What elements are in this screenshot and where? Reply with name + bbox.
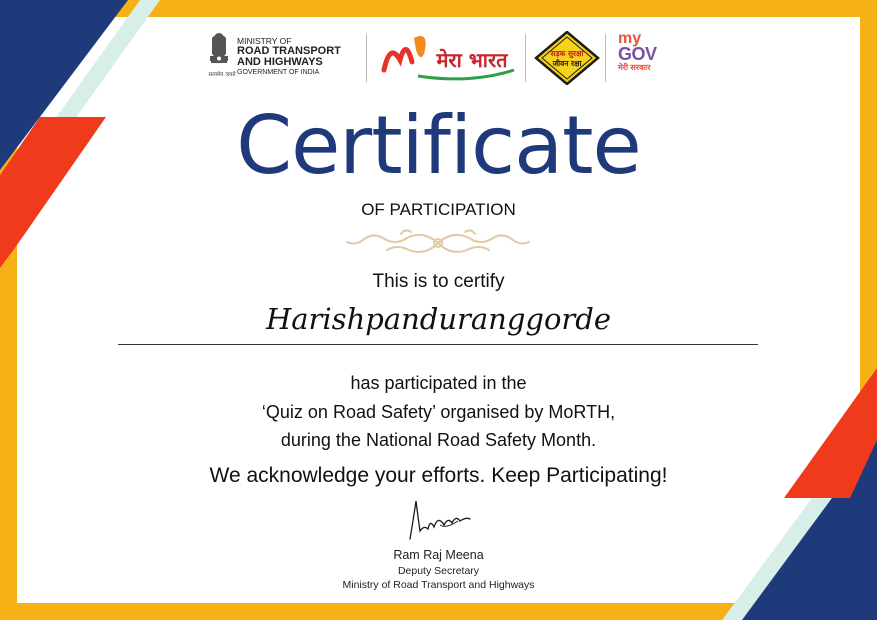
body-line-1: has participated in the bbox=[350, 373, 527, 393]
emblem-motto bbox=[202, 68, 242, 80]
signature-icon bbox=[400, 495, 480, 543]
mybharat-text: मेरा भारत bbox=[436, 48, 508, 72]
svg-text:जीवन रक्षा: जीवन रक्षा bbox=[552, 59, 582, 68]
mybharat-logo bbox=[380, 32, 520, 84]
morth-small-text: MINISTRY OF bbox=[237, 36, 292, 46]
morth-government-text: GOVERNMENT OF INDIA bbox=[237, 69, 320, 76]
signatory-designation: Deputy Secretary bbox=[397, 565, 480, 577]
svg-text:सत्यमेव जयते: सत्यमेव जयते bbox=[208, 72, 236, 78]
mygov-logo bbox=[618, 32, 657, 73]
morth-line2: AND HIGHWAYS bbox=[237, 56, 323, 68]
logo-divider bbox=[366, 34, 367, 82]
logo-divider bbox=[525, 34, 526, 82]
morth-logo-text bbox=[237, 36, 341, 78]
mygov-gov-text: GOV bbox=[618, 44, 657, 64]
signatory-organisation: Ministry of Road Transport and Highways bbox=[342, 579, 535, 591]
certificate-subtitle: OF PARTICIPATION bbox=[361, 200, 516, 219]
name-underline bbox=[118, 344, 758, 345]
mygov-tagline: मेरी सरकार bbox=[618, 63, 651, 72]
certify-text: This is to certify bbox=[372, 271, 505, 292]
mygov-my-text: my bbox=[618, 30, 642, 47]
signatory-name: Ram Raj Meena bbox=[393, 548, 484, 562]
flourish-ornament-icon bbox=[343, 226, 533, 260]
acknowledgement-text: We acknowledge your efforts. Keep Participating! bbox=[209, 464, 668, 487]
body-line-2: ‘Quiz on Road Safety’ organised by MoRTH, bbox=[261, 402, 616, 422]
recipient-name: Harishpanduranggorde bbox=[265, 302, 612, 336]
morth-line1: ROAD TRANSPORT bbox=[237, 45, 341, 57]
logo-divider bbox=[605, 34, 606, 82]
partner-logo-strip bbox=[200, 28, 680, 86]
certificate-title: Certificate bbox=[236, 99, 641, 192]
road-safety-logo bbox=[534, 31, 600, 85]
body-line-3: during the National Road Safety Month. bbox=[280, 430, 597, 450]
svg-text:सड़क सुरक्षा: सड़क सुरक्षा bbox=[550, 49, 584, 58]
